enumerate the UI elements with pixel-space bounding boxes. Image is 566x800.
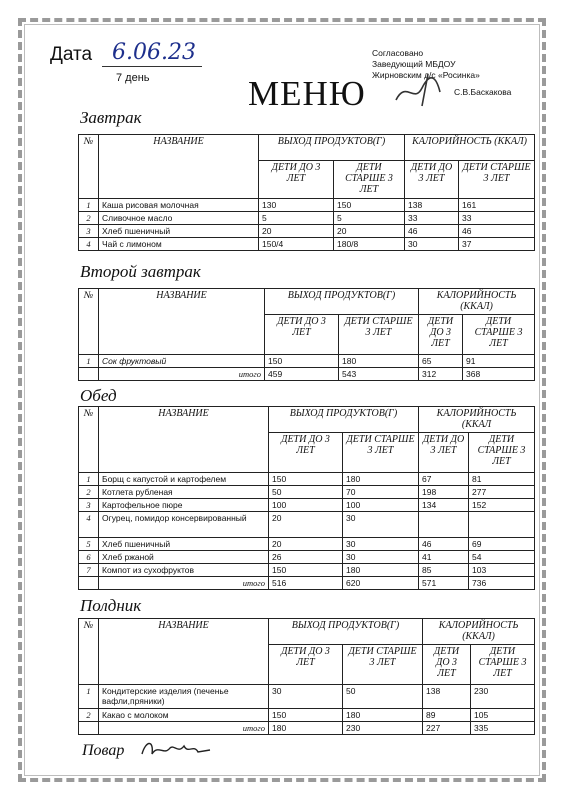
signature-mark — [392, 70, 452, 110]
dish-name: Компот из сухофруктов — [99, 564, 269, 577]
cell: 516 — [269, 577, 343, 590]
cell: 20 — [334, 225, 405, 238]
cell: 198 — [419, 486, 469, 499]
cell: 50 — [343, 685, 423, 709]
row-num: 2 — [79, 212, 99, 225]
col-under3: ДЕТИ ДО 3 ЛЕТ — [269, 433, 343, 473]
table-row — [79, 355, 535, 368]
cell — [419, 512, 469, 538]
cell: 138 — [405, 199, 459, 212]
cell: 150 — [269, 473, 343, 486]
cell: 65 — [419, 355, 463, 368]
col-over3: ДЕТИ СТАРШЕ 3 ЛЕТ — [469, 433, 535, 473]
cell: 100 — [269, 499, 343, 512]
cell: 20 — [269, 538, 343, 551]
col-kcal: КАЛОРИЙНОСТЬ (ККАЛ) — [419, 289, 535, 315]
dish-name: Какао с молоком — [99, 709, 269, 722]
table-row — [79, 486, 535, 499]
cell: 138 — [423, 685, 471, 709]
col-under3: ДЕТИ ДО 3 ЛЕТ — [419, 433, 469, 473]
cell: 30 — [343, 512, 419, 538]
section-title-second-breakfast: Второй завтрак — [80, 262, 201, 281]
cell: 150 — [265, 355, 339, 368]
second-breakfast-table — [78, 288, 535, 381]
cell: 105 — [471, 709, 535, 722]
cell: 150/4 — [259, 238, 334, 251]
col-over3: ДЕТИ СТАРШЕ 3 ЛЕТ — [343, 645, 423, 685]
cell: 54 — [469, 551, 535, 564]
breakfast-table — [78, 134, 535, 251]
col-output: ВЫХОД ПРОДУКТОВ(Г) — [269, 619, 423, 645]
section-title-lunch: Обед — [80, 386, 117, 405]
col-over3: ДЕТИ СТАРШЕ 3 ЛЕТ — [339, 315, 419, 355]
col-name: НАЗВАНИЕ — [99, 407, 269, 473]
col-under3: ДЕТИ ДО 3 ЛЕТ — [259, 161, 334, 199]
total-row — [79, 368, 535, 381]
cell: 33 — [459, 212, 535, 225]
cell: 368 — [463, 368, 535, 381]
section-title-snack: Полдник — [80, 596, 142, 615]
col-kcal: КАЛОРИЙНОСТЬ (ККАЛ — [419, 407, 535, 433]
cell: 180 — [343, 709, 423, 722]
cell: 335 — [471, 722, 535, 735]
col-under3: ДЕТИ ДО 3 ЛЕТ — [265, 315, 339, 355]
table-row — [79, 564, 535, 577]
col-over3: ДЕТИ СТАРШЕ 3 ЛЕТ — [463, 315, 535, 355]
cell: 70 — [343, 486, 419, 499]
col-kcal: КАЛОРИЙНОСТЬ (ККАЛ) — [423, 619, 535, 645]
cell: 134 — [419, 499, 469, 512]
approval-name: С.В.Баскакова — [454, 87, 512, 97]
cell: 277 — [469, 486, 535, 499]
cell: 150 — [269, 564, 343, 577]
row-num: 2 — [79, 486, 99, 499]
col-num: № — [79, 289, 99, 355]
row-num: 3 — [79, 499, 99, 512]
col-name: НАЗВАНИЕ — [99, 135, 259, 199]
cell: 620 — [343, 577, 419, 590]
cell: 30 — [343, 538, 419, 551]
col-output: ВЫХОД ПРОДУКТОВ(Г) — [259, 135, 405, 161]
cell: 26 — [269, 551, 343, 564]
table-row — [79, 709, 535, 722]
cell: 103 — [469, 564, 535, 577]
cell: 81 — [469, 473, 535, 486]
row-num: 1 — [79, 685, 99, 709]
table-row — [79, 212, 535, 225]
date-label: Дата — [50, 44, 93, 65]
row-num: 2 — [79, 709, 99, 722]
cell: 30 — [405, 238, 459, 251]
cell: 180 — [343, 473, 419, 486]
dish-name: Борщ с капустой и картофелем — [99, 473, 269, 486]
row-num: 4 — [79, 512, 99, 538]
table-row — [79, 512, 535, 538]
cell: 5 — [334, 212, 405, 225]
table-row — [79, 225, 535, 238]
cell: 50 — [269, 486, 343, 499]
cell: 20 — [259, 225, 334, 238]
cell: 46 — [419, 538, 469, 551]
col-under3: ДЕТИ ДО 3 ЛЕТ — [423, 645, 471, 685]
table-row — [79, 199, 535, 212]
table-row — [79, 538, 535, 551]
total-label: итого — [99, 722, 269, 735]
col-name: НАЗВАНИЕ — [99, 289, 265, 355]
total-label: итого — [99, 577, 269, 590]
cell: 89 — [423, 709, 471, 722]
cell: 20 — [269, 512, 343, 538]
col-num: № — [79, 135, 99, 199]
row-num: 3 — [79, 225, 99, 238]
dish-name: Кондитерские изделия (печенье вафли,пряники) — [99, 685, 269, 709]
col-output: ВЫХОД ПРОДУКТОВ(Г) — [265, 289, 419, 315]
row-num: 1 — [79, 199, 99, 212]
col-under3: ДЕТИ ДО 3 ЛЕТ — [405, 161, 459, 199]
dish-name: Котлета рубленая — [99, 486, 269, 499]
cell: 46 — [405, 225, 459, 238]
approval-line: Заведующий МБДОУ — [372, 59, 456, 69]
dish-name: Картофельное пюре — [99, 499, 269, 512]
cell: 230 — [343, 722, 423, 735]
dish-name: Хлеб ржаной — [99, 551, 269, 564]
cell: 85 — [419, 564, 469, 577]
cell: 161 — [459, 199, 535, 212]
cell: 180 — [339, 355, 419, 368]
cell: 312 — [419, 368, 463, 381]
table-row — [79, 685, 535, 709]
date-underline — [102, 66, 202, 67]
cell: 150 — [269, 709, 343, 722]
col-under3: ДЕТИ ДО 3 ЛЕТ — [269, 645, 343, 685]
date-value: 6.06.23 — [112, 40, 196, 65]
dish-name: Сок фруктовый — [99, 355, 265, 368]
cell: 91 — [463, 355, 535, 368]
row-num: 4 — [79, 238, 99, 251]
cell: 543 — [339, 368, 419, 381]
section-title-breakfast: Завтрак — [80, 108, 142, 127]
col-output: ВЫХОД ПРОДУКТОВ(Г) — [269, 407, 419, 433]
cell: 459 — [265, 368, 339, 381]
cell: 571 — [419, 577, 469, 590]
row-num: 1 — [79, 355, 99, 368]
col-kcal: КАЛОРИЙНОСТЬ (ККАЛ) — [405, 135, 535, 161]
cell: 37 — [459, 238, 535, 251]
row-num: 1 — [79, 473, 99, 486]
col-num: № — [79, 407, 99, 473]
dish-name: Каша рисовая молочная — [99, 199, 259, 212]
row-num: 5 — [79, 538, 99, 551]
col-over3: ДЕТИ СТАРШЕ 3 ЛЕТ — [459, 161, 535, 199]
cell: 100 — [343, 499, 419, 512]
cell — [469, 512, 535, 538]
row-num: 7 — [79, 564, 99, 577]
col-under3: ДЕТИ ДО 3 ЛЕТ — [419, 315, 463, 355]
col-over3: ДЕТИ СТАРШЕ 3 ЛЕТ — [334, 161, 405, 199]
cook-label: Повар — [82, 742, 125, 759]
snack-table — [78, 618, 535, 735]
cell: 230 — [471, 685, 535, 709]
dish-name: Чай с лимоном — [99, 238, 259, 251]
dish-name: Сливочное масло — [99, 212, 259, 225]
table-row — [79, 551, 535, 564]
dish-name: Хлеб пшеничный — [99, 225, 259, 238]
cell: 180/8 — [334, 238, 405, 251]
row-num: 6 — [79, 551, 99, 564]
table-row — [79, 473, 535, 486]
cell: 152 — [469, 499, 535, 512]
table-row — [79, 238, 535, 251]
cell: 69 — [469, 538, 535, 551]
cell: 5 — [259, 212, 334, 225]
col-over3: ДЕТИ СТАРШЕ 3 ЛЕТ — [471, 645, 535, 685]
col-name: НАЗВАНИЕ — [99, 619, 269, 685]
total-label: итого — [99, 368, 265, 381]
approval-line: Жирновским д/с «Росинка» — [372, 70, 480, 80]
dish-name: Огурец, помидор консервированный — [99, 512, 269, 538]
cook-signature — [138, 736, 218, 760]
cell: 46 — [459, 225, 535, 238]
cell: 41 — [419, 551, 469, 564]
cell: 150 — [334, 199, 405, 212]
col-over3: ДЕТИ СТАРШЕ 3 ЛЕТ — [343, 433, 419, 473]
dish-name: Хлеб пшеничный — [99, 538, 269, 551]
total-row — [79, 577, 535, 590]
approval-line: Согласовано — [372, 48, 424, 58]
cell: 30 — [343, 551, 419, 564]
table-row — [79, 499, 535, 512]
cell: 33 — [405, 212, 459, 225]
cell: 30 — [269, 685, 343, 709]
col-num: № — [79, 619, 99, 685]
cell: 227 — [423, 722, 471, 735]
day-label: 7 день — [116, 72, 150, 84]
cell: 180 — [269, 722, 343, 735]
cell: 67 — [419, 473, 469, 486]
page-title: МЕНЮ — [248, 74, 366, 113]
lunch-table — [78, 406, 535, 590]
cell: 180 — [343, 564, 419, 577]
cell: 736 — [469, 577, 535, 590]
total-row — [79, 722, 535, 735]
cell: 130 — [259, 199, 334, 212]
